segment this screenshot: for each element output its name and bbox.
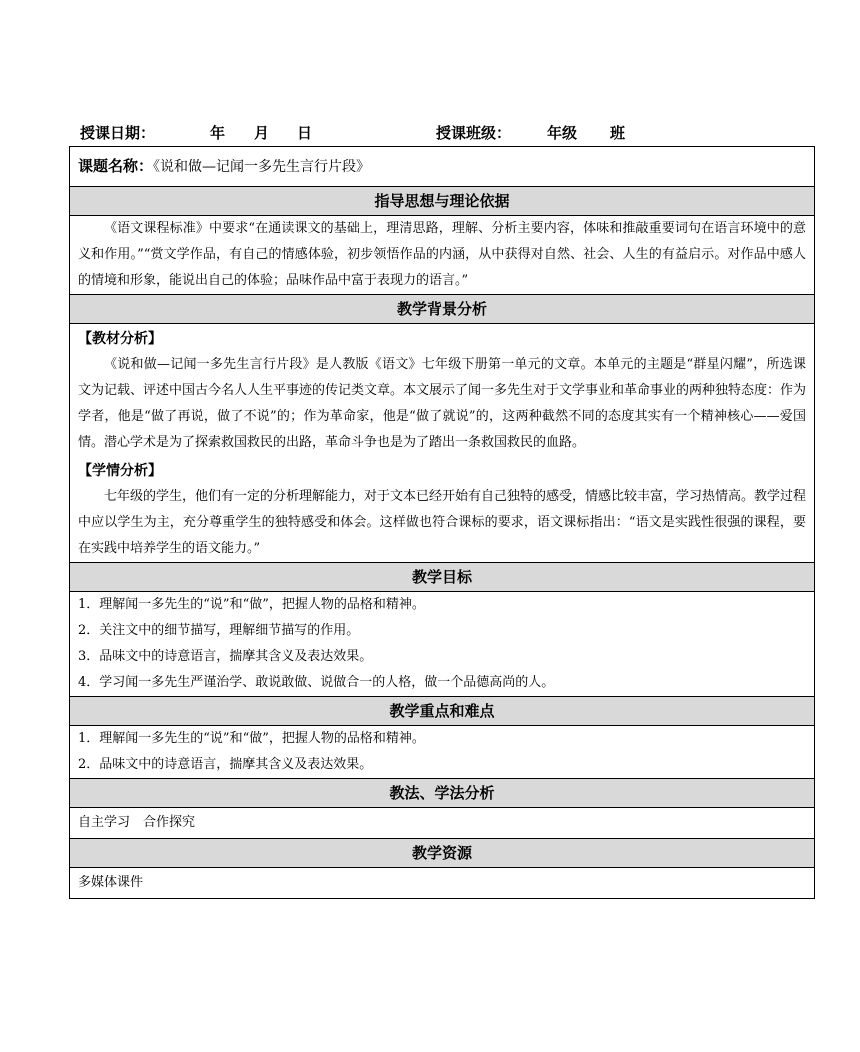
lesson-plan-table xyxy=(69,146,815,899)
student-analysis-label: 【学情分析】 xyxy=(78,463,162,479)
material-analysis-label: 【教材分析】 xyxy=(78,331,162,347)
objective-item: 3．品味文中的诗意语言，揣摩其含义及表达效果。 xyxy=(78,649,373,664)
key-points-cell xyxy=(70,726,815,779)
lesson-title: 《说和做—记闻一多先生言行片段》 xyxy=(153,159,371,175)
lesson-header xyxy=(80,122,820,144)
key-point-item: 1．理解闻一多先生的“说”和“做”，把握人物的品格和精神。 xyxy=(78,731,425,746)
objective-item: 1．理解闻一多先生的“说”和“做”，把握人物的品格和精神。 xyxy=(78,597,425,612)
section-heading-background: 教学背景分析 xyxy=(70,295,815,324)
objective-item: 4．学习闻一多先生严谨治学、敢说敢做、说做合一的人格，做一个品德高尚的人。 xyxy=(78,675,555,690)
key-point-item: 2．品味文中的诗意语言，揣摩其含义及表达效果。 xyxy=(78,757,373,772)
lesson-title-cell xyxy=(70,147,815,187)
class-unit-label: 班 xyxy=(610,124,626,142)
month-label: 月 xyxy=(254,124,270,142)
objective-item: 2．关注文中的细节描写，理解细节描写的作用。 xyxy=(78,623,360,638)
day-label: 日 xyxy=(297,124,313,142)
section-heading-guiding: 指导思想与理论依据 xyxy=(70,187,815,216)
background-cell xyxy=(70,324,815,563)
guiding-text: 《语文课程标准》中要求“在通读课文的基础上，理清思路，理解、分析主要内容，体味和推敲重要词句在语言环境中的意义和作用。”“赏文学作品，有自己的情感体验，初步领悟作品的内涵，从中获得对自然、社会、人生的有益启示。对作品中感人的情境和形象，能说出自己的体验；品味作品中富于表现力的语言。” xyxy=(78,221,806,288)
guiding-cell xyxy=(70,216,815,295)
objectives-cell xyxy=(70,592,815,697)
section-heading-methods: 教法、学法分析 xyxy=(70,779,815,808)
methods-text: 自主学习 合作探究 xyxy=(70,808,815,839)
section-heading-objectives: 教学目标 xyxy=(70,563,815,592)
student-analysis-text: 七年级的学生，他们有一定的分析理解能力，对于文本已经开始有自己独特的感受，情感比较丰富，学习热情高。教学过程中应以学生为主，充分尊重学生的独特感受和体会。这样做也符合课标的要求，语文课标指出：“语文是实践性很强的课程，要在实践中培养学生的语文能力。” xyxy=(78,489,807,556)
class-label: 授课班级： xyxy=(436,124,512,142)
date-label: 授课日期： xyxy=(80,124,156,142)
section-heading-resources: 教学资源 xyxy=(70,839,815,868)
grade-label: 年级 xyxy=(547,124,578,142)
title-label: 课题名称： xyxy=(78,157,154,175)
material-analysis-text: 《说和做—记闻一多先生言行片段》是人教版《语文》七年级下册第一单元的文章。本单元的主题是“群星闪耀”，所选课文为记载、评述中国古今名人人生平事迹的传记类文章。本文展示了闻一多先生对于文学事业和革命事业的两种独特态度：作为学者，他是“做了再说，做了不说”的；作为革命家，他是“做了就说”的，这两种截然不同的态度其实有一个精神核心——爱国情。潜心学术是为了探索救国救民的出路，革命斗争也是为了踏出一条救国救民的血路。 xyxy=(78,357,807,450)
resources-text: 多媒体课件 xyxy=(70,868,815,899)
year-label: 年 xyxy=(210,124,226,142)
section-heading-key-points: 教学重点和难点 xyxy=(70,697,815,726)
